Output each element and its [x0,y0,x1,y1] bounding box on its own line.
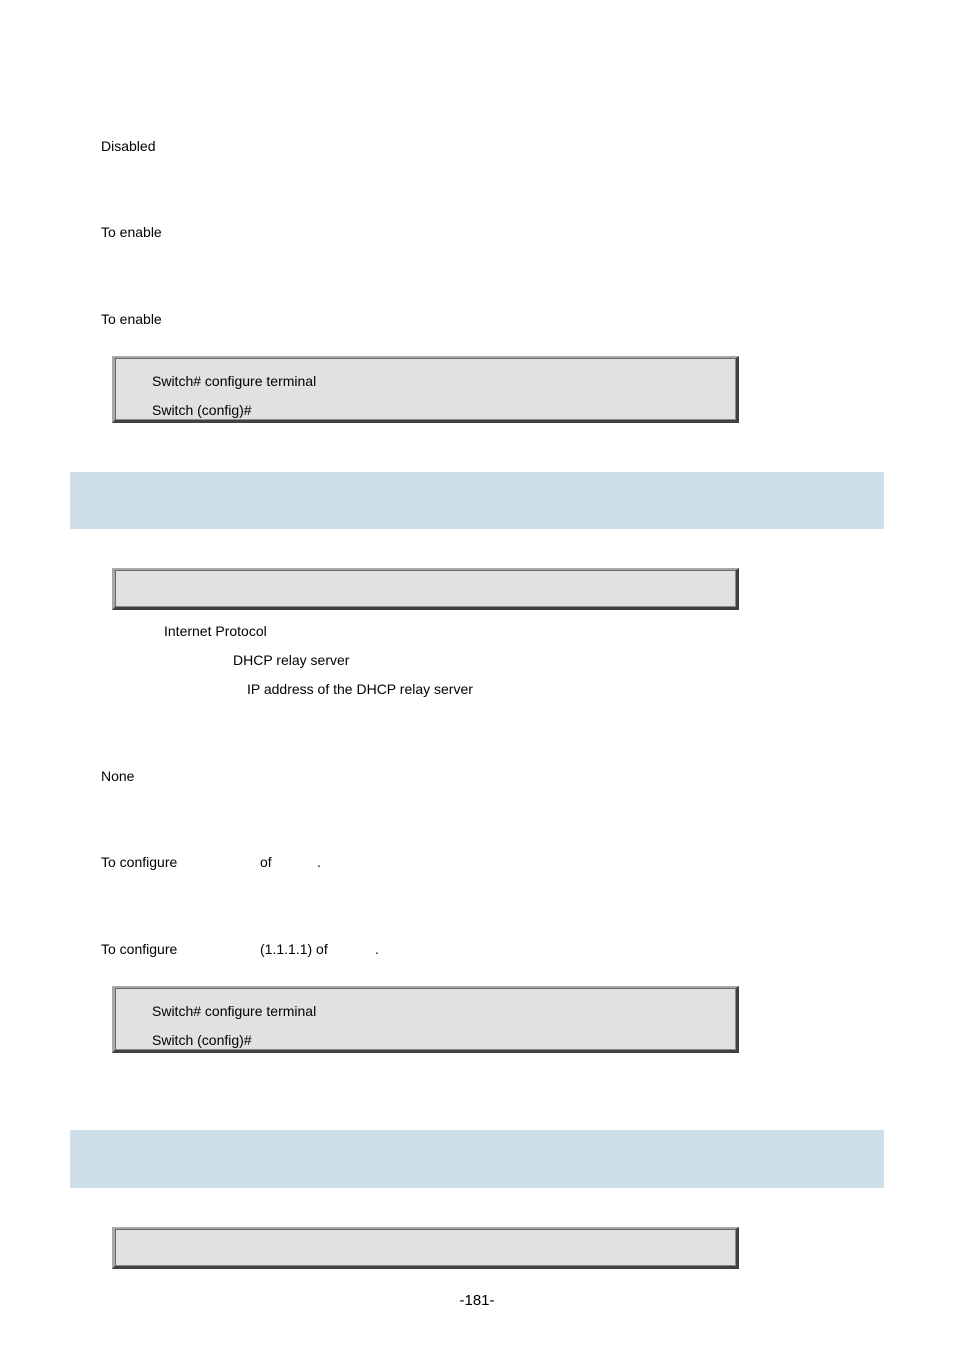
parameter-description: DHCP relay server [233,652,350,668]
usage-guide-text: To configure [101,854,178,870]
command-example-box [112,356,739,423]
code-line: Switch (config)# [152,402,252,418]
usage-guide-text-period: . [317,854,321,870]
command-syntax-box [112,568,739,610]
example-text: To enable [101,311,162,327]
parameter-description: IP address of the DHCP relay server [247,681,473,697]
usage-guide-text-of: of [260,854,272,870]
code-line: Switch (config)# [152,1032,252,1048]
page-number: -181- [459,1292,495,1309]
command-syntax-box [112,1227,739,1269]
usage-guide-text: To enable [101,224,162,240]
default-value-text: None [101,768,135,784]
example-text-period: . [375,941,379,957]
command-heading-band [70,472,884,529]
example-text: To configure [101,941,178,957]
default-value-text: Disabled [101,138,156,154]
example-text-address: (1.1.1.1) of [260,941,328,957]
parameter-description: Internet Protocol [164,623,267,639]
command-heading-band [70,1130,884,1188]
code-line: Switch# configure terminal [152,1003,317,1019]
code-line: Switch# configure terminal [152,373,317,389]
command-example-box [112,986,739,1053]
